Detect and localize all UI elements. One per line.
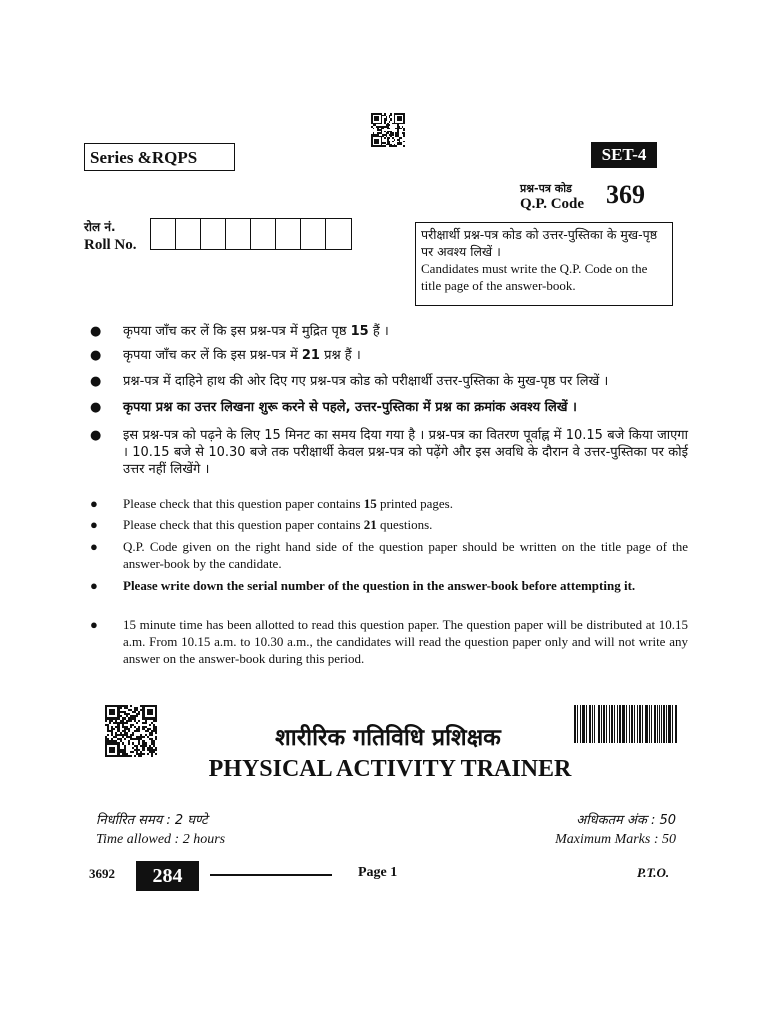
bullet-icon: ●: [90, 539, 98, 554]
instruction-hindi-pre: प्रश्न-पत्र में दाहिने हाथ की ओर दिए गए प्रश्न-पत्र कोड को परीक्षार्थी उत्तर-पुस्तिका के मुख-पृष्ठ पर लिखें ।: [123, 374, 609, 389]
set-badge: SET-4: [591, 142, 657, 168]
time-allowed-hindi: निर्धारित समय : 2 घण्टे: [96, 813, 208, 828]
bullet-icon: ●: [90, 517, 98, 532]
instruction-english-text: [123, 516, 688, 533]
roll-label: Roll No.: [84, 237, 137, 253]
instruction-hindi-pre: कृपया जाँच कर लें कि इस प्रश्न-पत्र में: [123, 348, 302, 363]
paper-code-box: 284: [136, 861, 199, 891]
roll-number-box[interactable]: [201, 219, 226, 249]
time-allowed: Time allowed : 2 hours: [96, 832, 226, 847]
qr-code-top: [371, 113, 405, 147]
instruction-english-pre: Please check that this question paper contains: [123, 496, 364, 511]
instruction-english-bold: 21: [363, 517, 377, 532]
bullet-icon: ●: [90, 617, 98, 632]
paper-code-small: 3692: [89, 866, 115, 881]
bullet-icon: ●: [90, 374, 102, 389]
subject-title-hindi: शारीरिक गतिविधि प्रशिक्षक: [275, 725, 501, 751]
instruction-hindi-post: प्रश्न हैं ।: [319, 348, 361, 363]
qp-code-label-hindi: प्रश्न-पत्र कोड: [520, 182, 572, 195]
instruction-hindi-pre: कृपया जाँच कर लें कि इस प्रश्न-पत्र में मुद्रित पृष्ठ: [123, 324, 351, 339]
instruction-hindi-bold: 21: [301, 348, 320, 363]
instruction-english-bold: Please write down the serial number of the question in the answer-book before attempting it.: [123, 578, 636, 593]
instruction-hindi-post: हैं ।: [368, 324, 389, 339]
instruction-english-text: [123, 538, 688, 572]
roll-number-box[interactable]: [251, 219, 276, 249]
instruction-hindi-text: [123, 427, 688, 478]
bullet-icon: ●: [90, 348, 102, 363]
instruction-hindi-text: [123, 399, 688, 416]
roll-number-box[interactable]: [326, 219, 351, 249]
instruction-english-text: [123, 616, 688, 667]
roll-number-box[interactable]: [301, 219, 326, 249]
instruction-english-bold: 15: [363, 496, 377, 511]
qr-code-bottom: [105, 705, 157, 757]
roll-number-box[interactable]: [226, 219, 251, 249]
roll-label-hindi: रोल नं.: [84, 220, 116, 234]
instruction-hindi-pre: इस प्रश्न-पत्र को पढ़ने के लिए 15 मिनट का समय दिया गया है । प्रश्न-पत्र का वितरण पूर्वाह्न में 10.15 बजे किया जाएगा । 10.15 बजे से 10.30 बजे तक परीक्षार्थी केवल प्रश्न-पत्र को पढ़ेंगे और इस अवधि के दौरान वे उत्तर-पुस्तिका पर कोई उत्तर नहीं लिखेंगे ।: [123, 428, 688, 477]
bullet-icon: ●: [90, 400, 102, 415]
page-number: Page 1: [358, 865, 398, 880]
pto-label: P.T.O.: [637, 865, 670, 880]
roll-number-box[interactable]: [151, 219, 176, 249]
instruction-hindi-text: [123, 323, 688, 340]
bullet-icon: ●: [90, 324, 102, 339]
instruction-english-text: [123, 495, 688, 512]
footer-rule: [210, 874, 332, 876]
bullet-icon: ●: [90, 496, 98, 511]
qp-code-value: 369: [606, 180, 645, 209]
candidate-note-english: Candidates must write the Q.P. Code on the title page of the answer-book.: [421, 261, 648, 293]
instruction-english-post: printed pages.: [376, 496, 453, 511]
subject-title: PHYSICAL ACTIVITY TRAINER: [208, 756, 572, 782]
barcode: [574, 705, 678, 743]
qp-code-label: Q.P. Code: [520, 196, 585, 212]
roll-number-box[interactable]: [176, 219, 201, 249]
maximum-marks: Maximum Marks : 50: [555, 832, 676, 847]
instruction-english-pre: 15 minute time has been allotted to read this question paper. The question paper will be distributed at 10.15 a.m. From 10.15 a.m. to 10.30 a.m., the candidates will read the question paper only and will not write any answer on the answer-book during this period.: [123, 617, 688, 666]
series-box: Series &RQPS: [84, 143, 235, 171]
instruction-english-text: [123, 577, 688, 594]
bullet-icon: ●: [90, 578, 98, 593]
maximum-marks-hindi: अधिकतम अंक : 50: [576, 813, 676, 828]
bullet-icon: ●: [90, 428, 102, 443]
candidate-note-hindi: परीक्षार्थी प्रश्न-पत्र कोड को उत्तर-पुस्तिका के मुख-पृष्ठ पर अवश्य लिखें ।: [421, 227, 658, 259]
instruction-english-post: questions.: [376, 517, 433, 532]
instruction-hindi-text: [123, 347, 688, 364]
roll-number-boxes[interactable]: [150, 218, 352, 250]
candidate-note-box: [415, 222, 673, 306]
instruction-english-pre: Please check that this question paper contains: [123, 517, 364, 532]
instruction-hindi-text: [123, 373, 688, 390]
instruction-hindi-bold: कृपया प्रश्न का उत्तर लिखना शुरू करने से पहले, उत्तर-पुस्तिका में प्रश्न का क्रमांक अवश्य लिखें ।: [123, 400, 577, 415]
roll-number-box[interactable]: [276, 219, 301, 249]
instruction-hindi-bold: 15: [350, 324, 369, 339]
instruction-english-pre: Q.P. Code given on the right hand side of the question paper should be written on the title page of the answer-book by the candidate.: [123, 539, 688, 571]
